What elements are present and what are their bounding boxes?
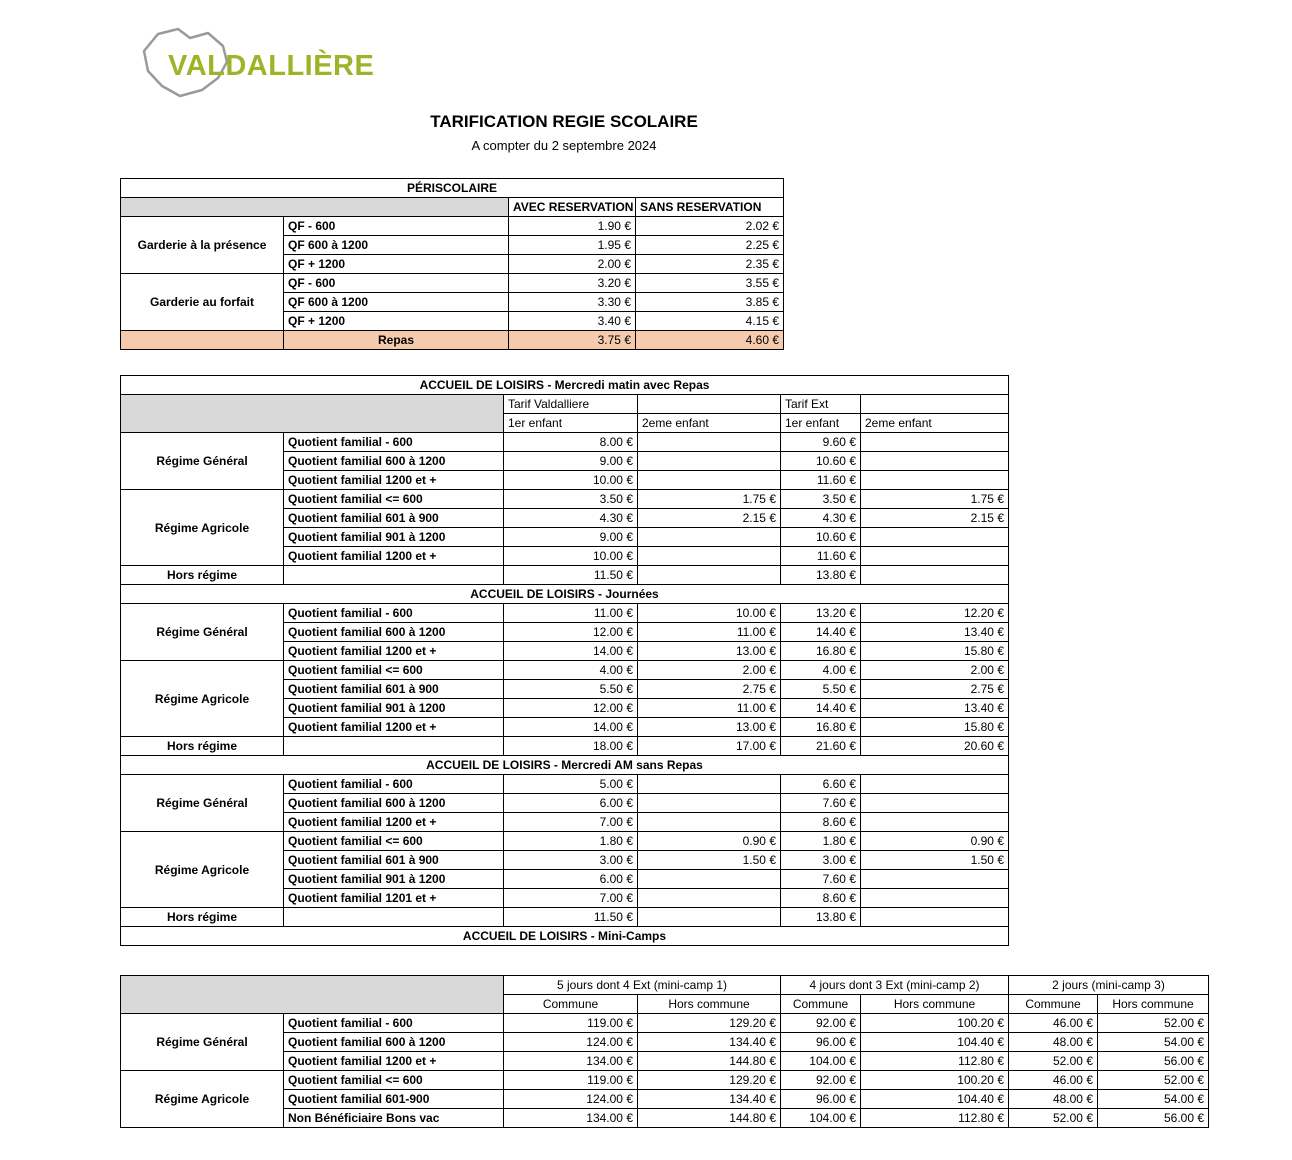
price-cell: 9.00 € (504, 528, 638, 547)
price-cell: 4.15 € (636, 312, 784, 331)
qf-label-cell: Quotient familial 601 à 900 (284, 680, 504, 699)
table-row (121, 566, 1009, 585)
price-cell: 1.80 € (781, 832, 861, 851)
price-cell: 1.50 € (638, 851, 781, 870)
repas-row (121, 331, 784, 350)
price-cell: 0.90 € (861, 832, 1009, 851)
table-row (121, 604, 1009, 623)
price-cell: 96.00 € (781, 1033, 861, 1052)
qf-label-cell: Quotient familial 601-900 (284, 1090, 504, 1109)
price-cell (861, 547, 1009, 566)
table-row (121, 756, 1009, 775)
price-cell: 10.00 € (504, 547, 638, 566)
table-row (121, 217, 784, 236)
price-cell: 104.00 € (781, 1109, 861, 1128)
table-row (121, 1071, 1209, 1090)
group-label-cell: Garderie au forfait (121, 274, 284, 331)
price-cell: 14.00 € (504, 642, 638, 661)
table-row (121, 274, 784, 293)
table-row (121, 1052, 1209, 1071)
price-cell (861, 528, 1009, 547)
price-cell: 13.40 € (861, 699, 1009, 718)
table-row (121, 908, 1009, 927)
price-cell (638, 908, 781, 927)
price-cell: 100.20 € (861, 1071, 1009, 1090)
hors-commune-header: Hors commune (638, 995, 781, 1014)
price-cell (638, 566, 781, 585)
qf-label-cell: Quotient familial 600 à 1200 (284, 623, 504, 642)
price-cell: 1.80 € (504, 832, 638, 851)
price-cell: 134.40 € (638, 1090, 781, 1109)
qf-label-cell: Quotient familial - 600 (284, 433, 504, 452)
price-cell: 2.25 € (636, 236, 784, 255)
price-cell: 13.80 € (781, 908, 861, 927)
enfant1-header: 1er enfant (781, 414, 861, 433)
section-title-cell: ACCUEIL DE LOISIRS - Journées (121, 585, 1009, 604)
price-cell (638, 794, 781, 813)
commune-header: Commune (504, 995, 638, 1014)
price-cell: 8.60 € (781, 813, 861, 832)
header-sans-reservation: SANS RESERVATION (636, 198, 784, 217)
table-row (121, 433, 1009, 452)
price-cell: 3.40 € (509, 312, 636, 331)
price-cell: 14.40 € (781, 699, 861, 718)
table-row (121, 737, 1009, 756)
table-row (121, 775, 1009, 794)
qf-label-cell: Quotient familial <= 600 (284, 490, 504, 509)
hors-regime-cell: Hors régime (121, 908, 284, 927)
price-cell: 3.30 € (509, 293, 636, 312)
camp3-header: 2 jours (mini-camp 3) (1009, 976, 1209, 995)
regime-agricole-cell: Régime Agricole (121, 490, 284, 566)
hors-commune-header: Hors commune (861, 995, 1009, 1014)
enfant2-header: 2eme enfant (861, 414, 1009, 433)
price-cell: 1.90 € (509, 217, 636, 236)
regime-agricole-cell: Régime Agricole (121, 1071, 284, 1128)
table-row (121, 927, 1009, 946)
price-cell: 12.00 € (504, 699, 638, 718)
price-cell: 7.00 € (504, 813, 638, 832)
price-cell (638, 813, 781, 832)
price-cell (638, 433, 781, 452)
qf-label-cell: Quotient familial 600 à 1200 (284, 452, 504, 471)
qf-label-cell: Quotient familial 1200 et + (284, 718, 504, 737)
price-cell: 134.40 € (638, 1033, 781, 1052)
price-cell: 54.00 € (1098, 1090, 1209, 1109)
section-title-cell: ACCUEIL DE LOISIRS - Mercredi AM sans Repas (121, 756, 1009, 775)
price-cell: 8.60 € (781, 889, 861, 908)
price-cell: 3.50 € (781, 490, 861, 509)
price-cell: 7.60 € (781, 794, 861, 813)
price-cell (861, 775, 1009, 794)
tarif-ext-header: Tarif Ext (781, 395, 861, 414)
table-row (121, 976, 1209, 995)
price-cell: 13.40 € (861, 623, 1009, 642)
price-cell: 13.80 € (781, 566, 861, 585)
price-cell: 1.75 € (861, 490, 1009, 509)
price-cell: 1.75 € (638, 490, 781, 509)
price-cell (861, 870, 1009, 889)
price-cell: 8.00 € (504, 433, 638, 452)
table-row (121, 1109, 1209, 1128)
price-cell: 104.00 € (781, 1052, 861, 1071)
hors-regime-cell: Hors régime (121, 566, 284, 585)
price-cell: 134.00 € (504, 1052, 638, 1071)
qf-label-cell: Quotient familial 1200 et + (284, 813, 504, 832)
enfant2-header: 2eme enfant (638, 414, 781, 433)
price-cell: 1.95 € (509, 236, 636, 255)
price-cell: 16.80 € (781, 718, 861, 737)
group-label-cell: Garderie à la présence (121, 217, 284, 274)
price-cell: 10.00 € (638, 604, 781, 623)
price-cell: 11.50 € (504, 566, 638, 585)
valdalliere-logo (128, 24, 398, 104)
regime-agricole-cell: Régime Agricole (121, 661, 284, 737)
price-cell (861, 889, 1009, 908)
section-title-cell: ACCUEIL DE LOISIRS - Mercredi matin avec Repas (121, 376, 1009, 395)
price-cell: 0.90 € (638, 832, 781, 851)
qf-label-cell: Quotient familial 1201 et + (284, 889, 504, 908)
price-cell (861, 813, 1009, 832)
price-cell: 2.00 € (509, 255, 636, 274)
price-cell (861, 794, 1009, 813)
price-cell: 96.00 € (781, 1090, 861, 1109)
price-cell: 144.80 € (638, 1109, 781, 1128)
price-cell: 12.20 € (861, 604, 1009, 623)
accueil-loisirs-table (120, 375, 1009, 946)
price-cell: 4.00 € (504, 661, 638, 680)
price-cell: 3.50 € (504, 490, 638, 509)
price-cell: 6.00 € (504, 870, 638, 889)
price-cell: 2.15 € (638, 509, 781, 528)
price-cell: 52.00 € (1009, 1052, 1098, 1071)
table-row (121, 395, 1009, 414)
table-row (121, 198, 784, 217)
price-cell: 12.00 € (504, 623, 638, 642)
price-cell: 134.00 € (504, 1109, 638, 1128)
camp1-header: 5 jours dont 4 Ext (mini-camp 1) (504, 976, 781, 995)
qf-label-cell: Quotient familial 1200 et + (284, 471, 504, 490)
price-cell (638, 547, 781, 566)
price-cell: 5.50 € (504, 680, 638, 699)
empty-cell (861, 395, 1009, 414)
hors-regime-cell: Hors régime (121, 737, 284, 756)
price-cell: 2.02 € (636, 217, 784, 236)
price-cell: 2.00 € (861, 661, 1009, 680)
price-cell: 13.20 € (781, 604, 861, 623)
price-cell: 3.00 € (504, 851, 638, 870)
price-cell: 7.00 € (504, 889, 638, 908)
qf-label-cell: Quotient familial <= 600 (284, 832, 504, 851)
price-cell: 11.50 € (504, 908, 638, 927)
price-cell (861, 452, 1009, 471)
price-cell: 7.60 € (781, 870, 861, 889)
price-cell (638, 471, 781, 490)
price-cell: 17.00 € (638, 737, 781, 756)
price-cell (861, 433, 1009, 452)
price-cell: 2.75 € (638, 680, 781, 699)
qf-label-cell: Quotient familial 901 à 1200 (284, 528, 504, 547)
qf-label-cell: Quotient familial 600 à 1200 (284, 1033, 504, 1052)
qf-label-cell: QF 600 à 1200 (284, 236, 509, 255)
qf-label-cell: QF + 1200 (284, 312, 509, 331)
qf-label-cell: Quotient familial 600 à 1200 (284, 794, 504, 813)
empty-cell (284, 737, 504, 756)
price-cell: 14.40 € (781, 623, 861, 642)
price-cell: 119.00 € (504, 1014, 638, 1033)
repas-label-cell: Repas (284, 331, 509, 350)
price-cell: 48.00 € (1009, 1033, 1098, 1052)
price-cell: 92.00 € (781, 1014, 861, 1033)
qf-label-cell: Quotient familial 901 à 1200 (284, 870, 504, 889)
price-cell: 52.00 € (1098, 1014, 1209, 1033)
qf-label-cell: QF 600 à 1200 (284, 293, 509, 312)
empty-cell (284, 566, 504, 585)
qf-label-cell: Quotient familial - 600 (284, 775, 504, 794)
empty-header-cell (121, 198, 509, 217)
price-cell: 119.00 € (504, 1071, 638, 1090)
price-cell: 2.75 € (861, 680, 1009, 699)
price-cell: 3.55 € (636, 274, 784, 293)
price-cell: 2.00 € (638, 661, 781, 680)
price-cell: 3.75 € (509, 331, 636, 350)
table-row (121, 1090, 1209, 1109)
header-avec-reservation: AVEC RESERVATION (509, 198, 636, 217)
commune-header: Commune (1009, 995, 1098, 1014)
price-cell: 13.00 € (638, 718, 781, 737)
price-cell: 4.00 € (781, 661, 861, 680)
price-cell: 100.20 € (861, 1014, 1009, 1033)
empty-header-cell (121, 976, 504, 1014)
price-cell: 15.80 € (861, 718, 1009, 737)
price-cell: 46.00 € (1009, 1014, 1098, 1033)
price-cell (638, 870, 781, 889)
price-cell: 9.00 € (504, 452, 638, 471)
price-cell: 4.30 € (781, 509, 861, 528)
qf-label-cell: Quotient familial <= 600 (284, 661, 504, 680)
price-cell: 13.00 € (638, 642, 781, 661)
table-row (121, 832, 1009, 851)
price-cell (638, 528, 781, 547)
price-cell: 48.00 € (1009, 1090, 1098, 1109)
price-cell: 52.00 € (1098, 1071, 1209, 1090)
price-cell: 104.40 € (861, 1090, 1009, 1109)
price-cell: 129.20 € (638, 1071, 781, 1090)
price-cell: 2.35 € (636, 255, 784, 274)
price-cell: 92.00 € (781, 1071, 861, 1090)
empty-cell (638, 395, 781, 414)
price-cell: 10.60 € (781, 528, 861, 547)
table-row (121, 376, 1009, 395)
price-cell (861, 566, 1009, 585)
price-cell: 9.60 € (781, 433, 861, 452)
enfant1-header: 1er enfant (504, 414, 638, 433)
minicamps-table (120, 975, 1209, 1128)
price-cell: 6.00 € (504, 794, 638, 813)
price-cell: 11.00 € (638, 623, 781, 642)
periscolaire-table (120, 178, 784, 350)
empty-cell (284, 908, 504, 927)
price-cell: 144.80 € (638, 1052, 781, 1071)
regime-general-cell: Régime Général (121, 604, 284, 661)
price-cell: 5.00 € (504, 775, 638, 794)
price-cell: 2.15 € (861, 509, 1009, 528)
page-subtitle: A compter du 2 septembre 2024 (471, 138, 657, 153)
qf-label-cell: Quotient familial 1200 et + (284, 1052, 504, 1071)
qf-label-cell: Quotient familial 1200 et + (284, 547, 504, 566)
camp2-header: 4 jours dont 3 Ext (mini-camp 2) (781, 976, 1009, 995)
price-cell: 18.00 € (504, 737, 638, 756)
logo-wordmark: VALDALLIÈRE (168, 50, 375, 82)
price-cell: 5.50 € (781, 680, 861, 699)
qf-label-cell: QF - 600 (284, 274, 509, 293)
price-cell: 11.00 € (504, 604, 638, 623)
regime-general-cell: Régime Général (121, 1014, 284, 1071)
price-cell (638, 775, 781, 794)
price-cell: 129.20 € (638, 1014, 781, 1033)
qf-label-cell: Quotient familial 1200 et + (284, 642, 504, 661)
qf-label-cell: Quotient familial - 600 (284, 604, 504, 623)
qf-label-cell: QF + 1200 (284, 255, 509, 274)
empty-header-cell (121, 395, 504, 433)
price-cell: 10.00 € (504, 471, 638, 490)
qf-label-cell: Quotient familial 601 à 900 (284, 509, 504, 528)
price-cell: 14.00 € (504, 718, 638, 737)
price-cell: 124.00 € (504, 1033, 638, 1052)
commune-header: Commune (781, 995, 861, 1014)
regime-general-cell: Régime Général (121, 775, 284, 832)
regime-agricole-cell: Régime Agricole (121, 832, 284, 908)
table-row (121, 1033, 1209, 1052)
price-cell (861, 471, 1009, 490)
price-cell: 11.60 € (781, 547, 861, 566)
price-cell: 11.00 € (638, 699, 781, 718)
price-cell: 1.50 € (861, 851, 1009, 870)
price-cell: 15.80 € (861, 642, 1009, 661)
price-cell: 3.00 € (781, 851, 861, 870)
price-cell (638, 889, 781, 908)
price-cell: 54.00 € (1098, 1033, 1209, 1052)
price-cell: 11.60 € (781, 471, 861, 490)
qf-label-cell: Quotient familial 901 à 1200 (284, 699, 504, 718)
regime-general-cell: Régime Général (121, 433, 284, 490)
qf-label-cell: QF - 600 (284, 217, 509, 236)
tarif-valdalliere-header: Tarif Valdalliere (504, 395, 638, 414)
table-row (121, 179, 784, 198)
price-cell: 112.80 € (861, 1109, 1009, 1128)
qf-label-cell: Quotient familial 601 à 900 (284, 851, 504, 870)
qf-label-cell: Quotient familial <= 600 (284, 1071, 504, 1090)
price-cell: 56.00 € (1098, 1052, 1209, 1071)
table-row (121, 661, 1009, 680)
table-row (121, 490, 1009, 509)
price-cell: 52.00 € (1009, 1109, 1098, 1128)
qf-label-cell: Non Bénéficiaire Bons vac (284, 1109, 504, 1128)
price-cell: 21.60 € (781, 737, 861, 756)
price-cell: 56.00 € (1098, 1109, 1209, 1128)
empty-cell (121, 331, 284, 350)
price-cell: 6.60 € (781, 775, 861, 794)
table-row (121, 1014, 1209, 1033)
price-cell: 10.60 € (781, 452, 861, 471)
price-cell: 4.30 € (504, 509, 638, 528)
price-cell: 46.00 € (1009, 1071, 1098, 1090)
price-cell: 112.80 € (861, 1052, 1009, 1071)
table-title-cell: PÉRISCOLAIRE (121, 179, 784, 198)
price-cell: 3.85 € (636, 293, 784, 312)
price-cell (861, 908, 1009, 927)
price-cell: 4.60 € (636, 331, 784, 350)
section-title-cell: ACCUEIL DE LOISIRS - Mini-Camps (121, 927, 1009, 946)
price-cell: 3.20 € (509, 274, 636, 293)
qf-label-cell: Quotient familial - 600 (284, 1014, 504, 1033)
hors-commune-header: Hors commune (1098, 995, 1209, 1014)
price-cell (638, 452, 781, 471)
page-title: TARIFICATION REGIE SCOLAIRE (430, 112, 698, 131)
table-row (121, 585, 1009, 604)
price-cell: 16.80 € (781, 642, 861, 661)
price-cell: 104.40 € (861, 1033, 1009, 1052)
price-cell: 124.00 € (504, 1090, 638, 1109)
price-cell: 20.60 € (861, 737, 1009, 756)
